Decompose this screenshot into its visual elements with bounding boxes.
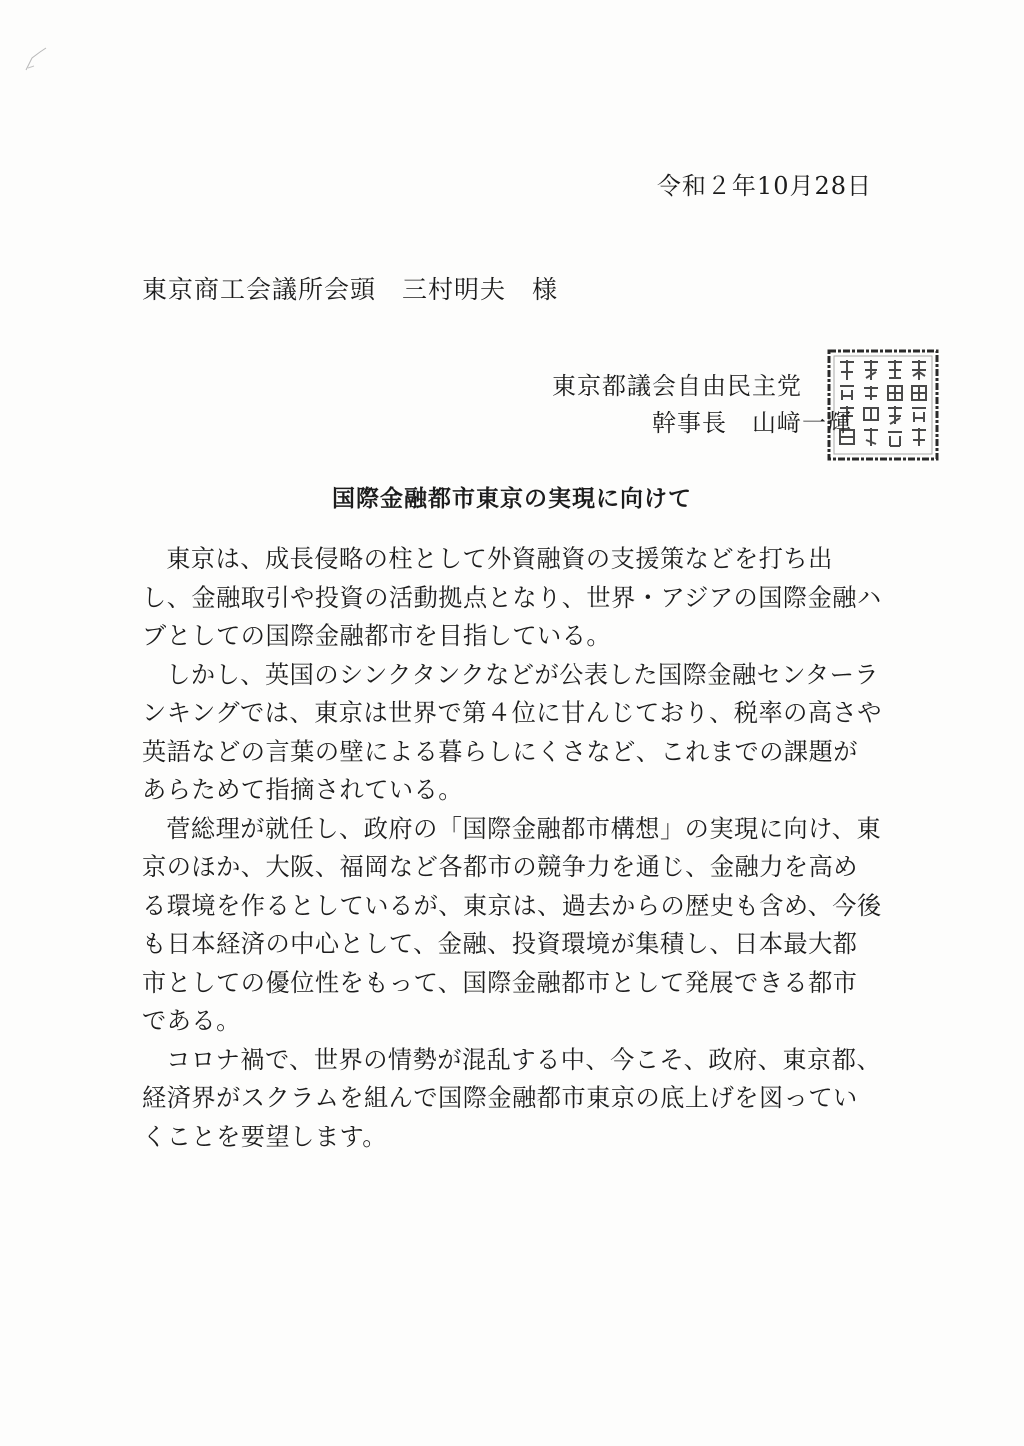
body-paragraph: 菅総理が就任し、政府の「国際金融都市構想」の実現に向け、東京のほか、大阪、福岡など各都市の競争力を通じ、金融力を高める環境を作るとしているが、東京は、過去からの歴史も含め、今後も日本経済の中心として、金融、投資環境が集積し、日本最大都市としての優位性をもって、国際金融都市として発展できる都市である。 [142, 814, 882, 1035]
document-body [142, 540, 882, 1156]
recipient-line: 東京商工会議所会頭 三村明夫 様 [142, 275, 559, 304]
body-paragraph: しかし、英国のシンクタンクなどが公表した国際金融センターランキングでは、東京は世界で第４位に甘んじており、税率の高さや英語などの言葉の壁による暮らしにくさなど、これまでの課題があらためて指摘されている。 [142, 660, 882, 804]
official-seal [826, 348, 940, 462]
sender-block [552, 368, 852, 442]
body-paragraph: 東京は、成長侵略の柱として外資融資の支援策などを打ち出し、金融取引や投資の活動拠点となり、世界・アジアの国際金融ハブとしての国際金融都市を目指している。 [142, 545, 882, 650]
sender-title-name: 幹事長 山﨑一輝 [652, 409, 852, 437]
sender-organization: 東京都議会自由民主党 [552, 372, 802, 400]
body-paragraph: コロナ禍で、世界の情勢が混乱する中、今こそ、政府、東京都、経済界がスクラムを組んで国際金融都市東京の底上げを図っていくことを要望します。 [142, 1045, 882, 1151]
document-title: 国際金融都市東京の実現に向けて [332, 486, 692, 512]
scan-mark [22, 44, 52, 74]
document-date: 令和２年10月28日 [656, 172, 872, 200]
